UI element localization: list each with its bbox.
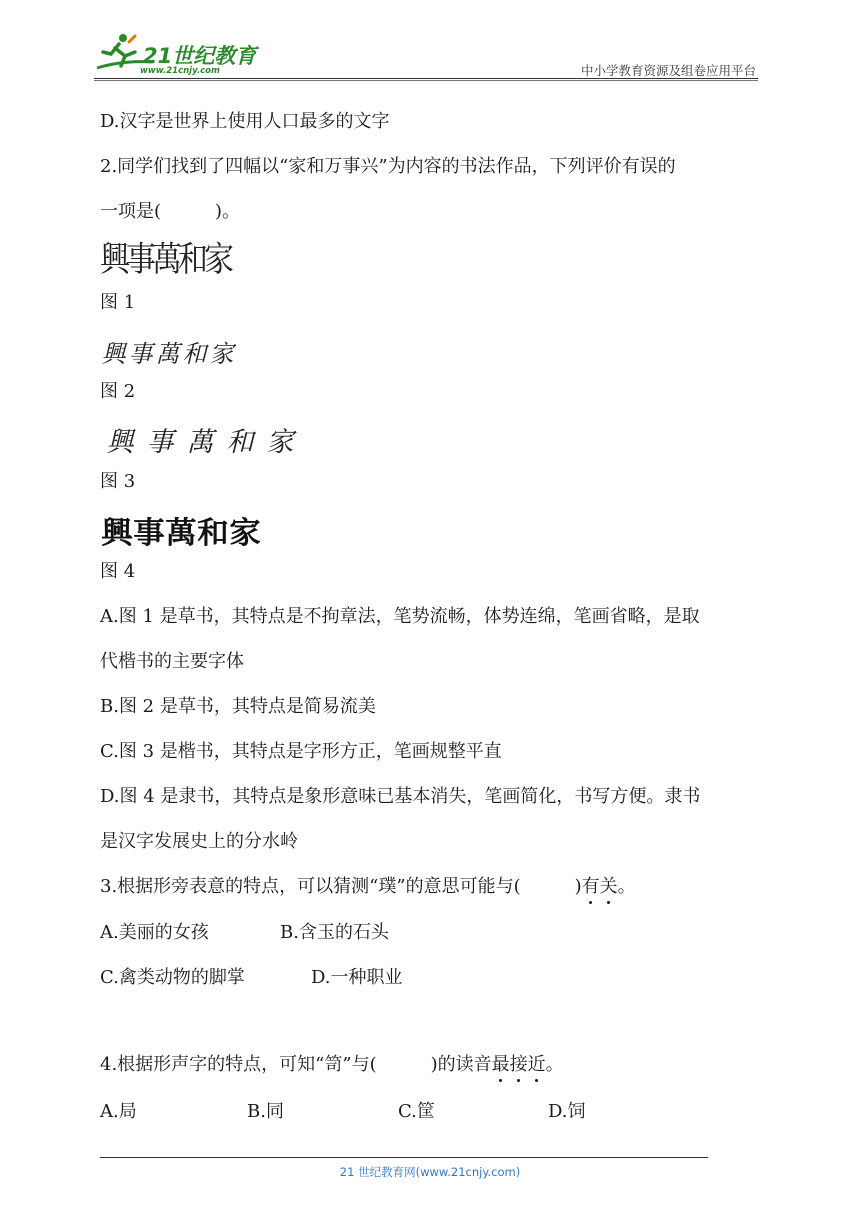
q4-stem bbox=[100, 1054, 564, 1076]
fig3-char: 事 bbox=[146, 427, 174, 458]
fig2-char: 事 bbox=[128, 340, 153, 368]
q4-option-a: A.局 bbox=[100, 1101, 137, 1122]
q4-option-d: D.饲 bbox=[548, 1101, 586, 1122]
q4-emphasis-char: 近 bbox=[527, 1054, 546, 1075]
logo-text: 21世纪教育 bbox=[143, 44, 257, 68]
fig2-char: 萬 bbox=[155, 340, 180, 368]
footer-divider bbox=[100, 1157, 708, 1158]
q2-option-a-line1: A.图 1 是草书，其特点是不拘章法，笔势流畅，体势连绵，笔画省略，是取 bbox=[100, 606, 700, 627]
fig3-char: 萬 bbox=[186, 427, 214, 458]
q2-option-c: C.图 3 是楷书，其特点是字形方正，笔画规整平直 bbox=[100, 741, 502, 762]
q3-option-a: A.美丽的女孩 bbox=[100, 922, 209, 943]
fig1-char: 萬 bbox=[152, 239, 180, 281]
q3-emphasis-char: 有 bbox=[581, 876, 600, 897]
figure-4-label: 图 4 bbox=[100, 561, 136, 582]
fig1-char: 家 bbox=[204, 239, 232, 281]
figure-2-calligraphy bbox=[100, 334, 235, 369]
figure-1-calligraphy bbox=[100, 234, 232, 281]
fig4-char: 興 bbox=[101, 516, 131, 551]
q3-emphasis-char: 关 bbox=[599, 876, 618, 897]
q2-stem-line1: 2.同学们找到了四幅以“家和万事兴”为内容的书法作品，下列评价有误的 bbox=[100, 156, 676, 177]
figure-1-label: 图 1 bbox=[100, 292, 136, 313]
q3-option-b: B.含玉的石头 bbox=[280, 922, 389, 943]
q2-option-d-line2: 是汉字发展史上的分水岭 bbox=[100, 831, 298, 852]
q2-stem-line2: 一项是( )。 bbox=[100, 201, 241, 222]
figure-3-calligraphy bbox=[100, 420, 300, 459]
fig4-char: 和 bbox=[197, 516, 227, 551]
figure-2-label: 图 2 bbox=[100, 381, 136, 402]
fig2-char: 興 bbox=[101, 340, 126, 368]
header-divider bbox=[94, 78, 758, 79]
fig2-char: 和 bbox=[182, 340, 207, 368]
header-divider-thin bbox=[94, 80, 758, 81]
figure-3-label: 图 3 bbox=[100, 471, 136, 492]
q4-option-c: C.筐 bbox=[398, 1101, 435, 1122]
fig2-char: 家 bbox=[209, 340, 234, 368]
fig3-char: 和 bbox=[226, 427, 254, 458]
page-header bbox=[0, 0, 860, 80]
fig3-char: 興 bbox=[106, 427, 134, 458]
footer-link[interactable]: 21 世纪教育网(www.21cnjy.com) bbox=[339, 1165, 521, 1179]
q3-stem-end: 。 bbox=[617, 876, 636, 897]
fig3-char: 家 bbox=[266, 427, 294, 458]
fig1-char: 和 bbox=[178, 239, 206, 281]
q3-stem bbox=[100, 876, 636, 898]
q4-stem-end: 。 bbox=[545, 1054, 564, 1075]
fig4-char: 事 bbox=[133, 516, 163, 551]
q1-option-d: D.汉字是世界上使用人口最多的文字 bbox=[100, 111, 390, 132]
q2-option-d-line1: D.图 4 是隶书，其特点是象形意味已基本消失，笔画简化，书写方便。隶书 bbox=[100, 786, 701, 807]
q3-stem-text: 3.根据形旁表意的特点，可以猜测“璞”的意思可能与( ) bbox=[100, 876, 582, 897]
q4-option-b: B.同 bbox=[247, 1101, 284, 1122]
q3-option-d: D.一种职业 bbox=[311, 967, 403, 988]
q4-emphasis-char: 最 bbox=[491, 1054, 510, 1075]
q3-option-c: C.禽类动物的脚掌 bbox=[100, 967, 245, 988]
q2-option-b: B.图 2 是草书，其特点是简易流美 bbox=[100, 696, 376, 717]
fig4-char: 萬 bbox=[165, 516, 195, 551]
platform-title: 中小学教育资源及组卷应用平台 bbox=[580, 63, 756, 78]
logo-url: www.21cnjy.com bbox=[140, 66, 220, 76]
figure-4-calligraphy bbox=[100, 508, 260, 552]
q2-option-a-line2: 代楷书的主要字体 bbox=[100, 651, 244, 672]
fig4-char: 家 bbox=[229, 516, 259, 551]
q4-stem-text: 4.根据形声字的特点，可知“笥”与( )的读音 bbox=[100, 1054, 492, 1075]
fig1-char: 興 bbox=[100, 239, 128, 281]
fig1-char: 事 bbox=[126, 239, 154, 281]
q4-emphasis-char: 接 bbox=[509, 1054, 528, 1075]
